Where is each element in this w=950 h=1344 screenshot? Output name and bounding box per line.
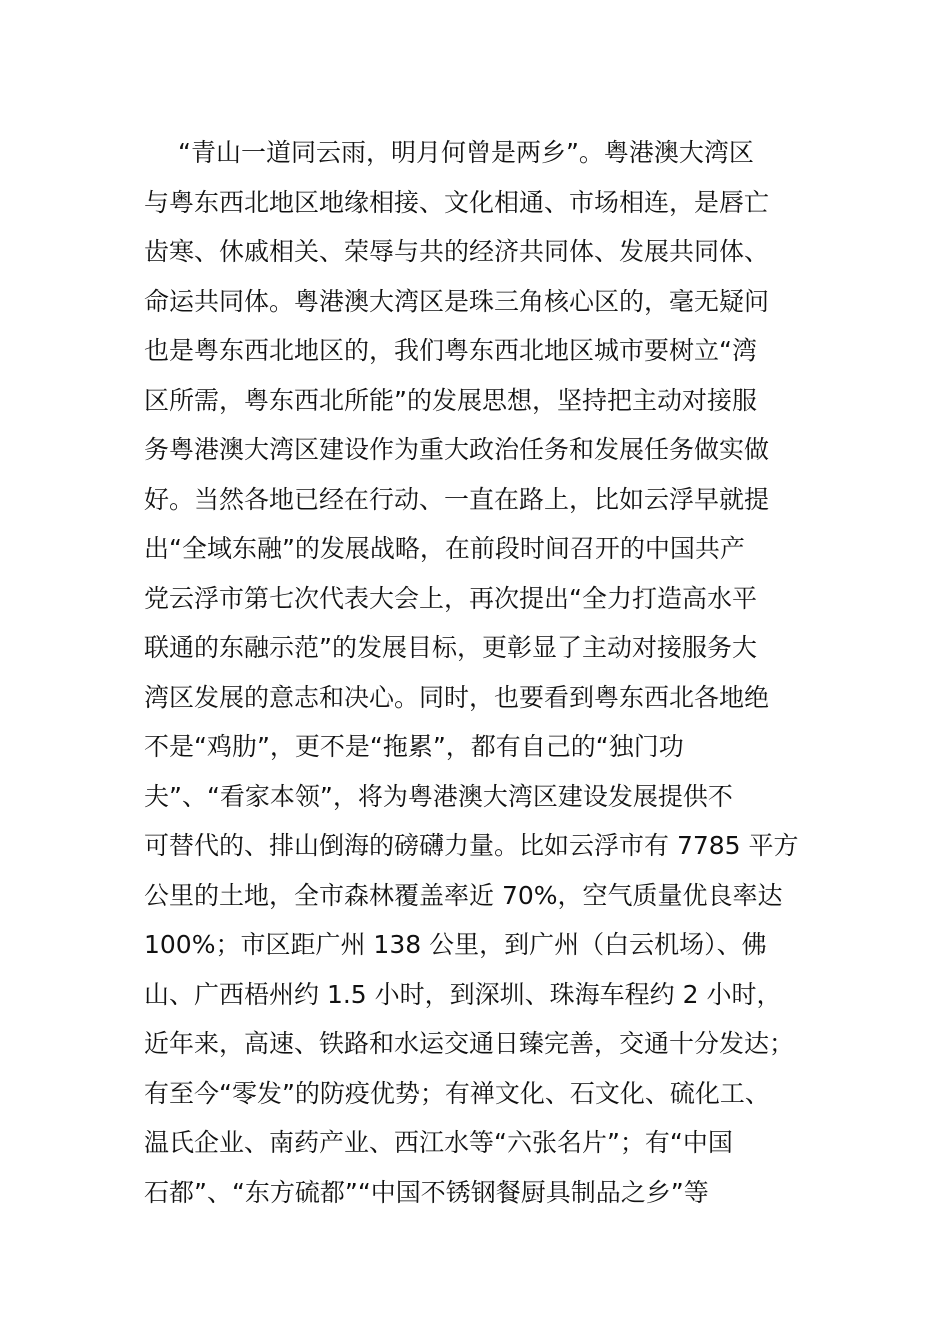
paragraph-line: 有至今“零发”的防疫优势；有禅文化、石文化、硫化工、 xyxy=(144,1078,770,1108)
paragraph-line: 党云浮市第七次代表大会上，再次提出“全力打造高水平 xyxy=(144,583,757,613)
paragraph-line: 湾区发展的意志和决心。同时，也要看到粤东西北各地绝 xyxy=(144,682,770,712)
paragraph-line: 出“全域东融”的发展战略，在前段时间召开的中国共产 xyxy=(144,534,745,563)
paragraph-line: 夫”、“看家本领”，将为粤港澳大湾区建设发展提供不 xyxy=(144,781,733,811)
paragraph-line: 山、广西梧州约 1.5 小时，到深圳、珠海车程约 2 小时， xyxy=(144,979,782,1009)
paragraph-line: 联通的东融示范”的发展目标，更彰显了主动对接服务大 xyxy=(144,633,757,662)
body-paragraph xyxy=(144,128,824,1217)
paragraph-line: 好。当然各地已经在行动、一直在路上，比如云浮早就提 xyxy=(144,484,770,514)
paragraph-line: 石都”、“东方硫都”“中国不锈钢餐厨具制品之乡”等 xyxy=(144,1177,709,1207)
paragraph-line: 与粤东西北地区地缘相接、文化相通、市场相连，是唇亡 xyxy=(144,187,770,217)
paragraph-line: 也是粤东西北地区的，我们粤东西北地区城市要树立“湾 xyxy=(144,336,757,365)
paragraph-line: 区所需，粤东西北所能”的发展思想，坚持把主动对接服 xyxy=(144,385,757,415)
paragraph-line: 命运共同体。粤港澳大湾区是珠三角核心区的，毫无疑问 xyxy=(144,286,770,316)
paragraph-line: 近年来，高速、铁路和水运交通日臻完善，交通十分发达； xyxy=(144,1029,795,1058)
paragraph-line: 不是“鸡肋”，更不是“拖累”，都有自己的“独门功 xyxy=(144,732,684,761)
paragraph-line: 务粤港澳大湾区建设作为重大政治任务和发展任务做实做 xyxy=(144,435,770,464)
paragraph-line: 100%；市区距广州 138 公里，到广州（白云机场）、佛 xyxy=(144,930,767,959)
paragraph-line: 公里的土地，全市森林覆盖率近 70%，空气质量优良率达 xyxy=(144,880,783,910)
paragraph-line: “青山一道同云雨，明月何曾是两乡”。粤港澳大湾区 xyxy=(178,138,754,167)
paragraph-line: 温氏企业、南药产业、西江水等“六张名片”；有“中国 xyxy=(144,1128,733,1157)
paragraph-line: 可替代的、排山倒海的磅礴力量。比如云浮市有 7785 平方 xyxy=(144,831,799,860)
paragraph-line: 齿寒、休戚相关、荣辱与共的经济共同体、发展共同体、 xyxy=(144,237,770,266)
